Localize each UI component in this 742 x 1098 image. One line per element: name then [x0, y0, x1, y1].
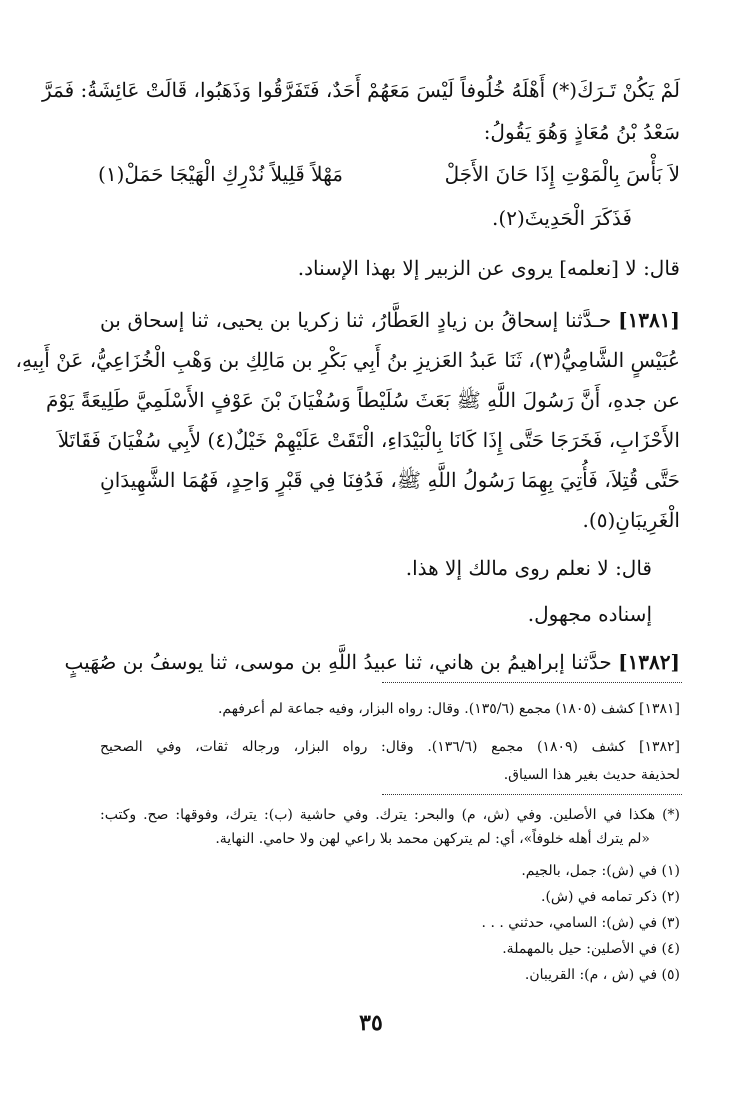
footnote-star-line-1: (*) هكذا في الأصلين. وفي (ش، م) والبحر: يترك. وفي حاشية (ب): يترك، وفوقها: صح. وكتب:: [100, 807, 680, 823]
verse-hemistich-first: لاَ بَأْسَ بِالْمَوْتِ إِذَا حَانَ الأَجَلْ: [444, 162, 680, 186]
footnote-separator: [382, 682, 682, 683]
hadith-number-1381: [١٣٨١]: [618, 308, 680, 332]
footnote-3: (٣) في (ش): السامي، حدثني . . .: [481, 915, 680, 931]
page-number: ٣٥: [359, 1010, 383, 1036]
takhrij-1382-line-2: لحذيفة حديث بغير هذا السياق.: [503, 767, 680, 783]
takhrij-1382-line-1: [١٣٨٢] كشف (١٨٠٩) مجمع (١٣٦/٦). وقال: رواه البزار، ورجاله ثقات، وفي الصحيح: [100, 739, 680, 755]
hadith-1381-line-1: [100, 300, 680, 340]
takhrij-1381: [١٣٨١] كشف (١٨٠٥) مجمع (١٣٥/٦). وقال: رواه البزار، وفيه جماعة لم أعرفهم.: [217, 701, 680, 717]
text-line-4: فَذَكَرَ الْحَدِيثَ(٢).: [492, 206, 632, 230]
footnote-2: (٢) ذكر تمامه في (ش).: [541, 889, 680, 905]
isnad-note: إسناده مجهول.: [527, 602, 652, 626]
footnote-star-line-2: «لم يترك أهله خلوفاً»، أي: لم يتركهن محمد بلا راعي لهن ولا حامي. النهاية.: [215, 831, 650, 847]
footnote-1: (١) في (ش): جمل، بالجيم.: [521, 863, 680, 879]
hadith-1381-line-3: عن جدهِ، أَنَّ رَسُولَ اللَّهِ ﷺ بَعَثَ سُلَيْطاً وَسُفْيَانَ بْنَ عَوْفٍ الأَسْلَمِيَّ طَلِيعَةً يَوْمَ: [46, 388, 680, 412]
footnote-4: (٤) في الأصلين: حيل بالمهملة.: [502, 941, 680, 957]
footnote-list: [150, 858, 680, 988]
footnote-5: (٥) في (ش ، م): القريبان.: [524, 967, 680, 983]
footnote-separator-2: [382, 794, 682, 795]
hadith-1381-line-2: عُبَيْسٍ الشَّامِيُّ(٣)، ثَنَا عَبدُ العَزيزِ بنُ أَبِي بَكْرِ بن مَالِكِ بن وَهْبِ الْخُزَاعِيُّ، عَنْ أَبِيهِ،: [15, 348, 680, 372]
hadith-1381-line-5: حَتَّى قُتِلاَ، فَأُتِيَ بِهِمَا رَسُولُ اللَّهِ ﷺ، فَدُفِنَا فِي قَبْرٍ وَاحِدٍ، فَهُمَا الشَّهِيدَانِ: [100, 468, 680, 492]
text-line-1: لَمْ يَكُنْ تَـرَكَ(*) أَهْلَهُ خُلُوفاً لَيْسَ مَعَهُمْ أَحَدٌ، فَتَفَرَّقُوا وَذَهَبُوا، قَالَتْ عَائِشَةُ: فَمَرَّ: [41, 78, 680, 102]
narrator-comment-1: قال: لا [نعلمه] يروى عن الزبير إلا بهذا الإسناد.: [297, 256, 680, 280]
narrator-comment-2: قال: لا نعلم روى مالك إلا هذا.: [405, 556, 652, 580]
hadith-1382-line-1-text: حدَّثنا إبراهيمُ بن هاني، ثنا عبيدُ اللَّهِ بن موسى، ثنا يوسفُ بن صُهَيبٍ: [64, 650, 612, 674]
hadith-number-1382: [١٣٨٢]: [618, 650, 680, 674]
hadith-1381-line-6: الْغَرِيبَانِ(٥).: [582, 508, 680, 532]
text-line-2: سَعْدُ بْنُ مُعَاذٍ وَهُوَ يَقُولُ:: [483, 120, 680, 144]
hadith-1381-line-4: الأَحْزَابِ، فَخَرَجَا حَتَّى إِذَا كَانَا بِالْبَيْدَاءِ، الْتَقَتْ عَلَيْهِمْ خَيْلٌ(٤) لأَبِي سُفْيَانَ فَقَاتَلاَ: [57, 428, 680, 452]
hadith-1382-line-1: [64, 642, 680, 682]
hadith-1381-line-1-text: حـدَّثنا إسحاقُ بن زيادٍ العَطَّارُ، ثنا زكريا بن يحيى، ثنا إسحاق بن: [100, 308, 612, 332]
verse-hemistich-second: مَهْلاً قَلِيلاً نُدْرِكِ الْهَيْجَا حَمَلْ(١): [98, 162, 343, 186]
